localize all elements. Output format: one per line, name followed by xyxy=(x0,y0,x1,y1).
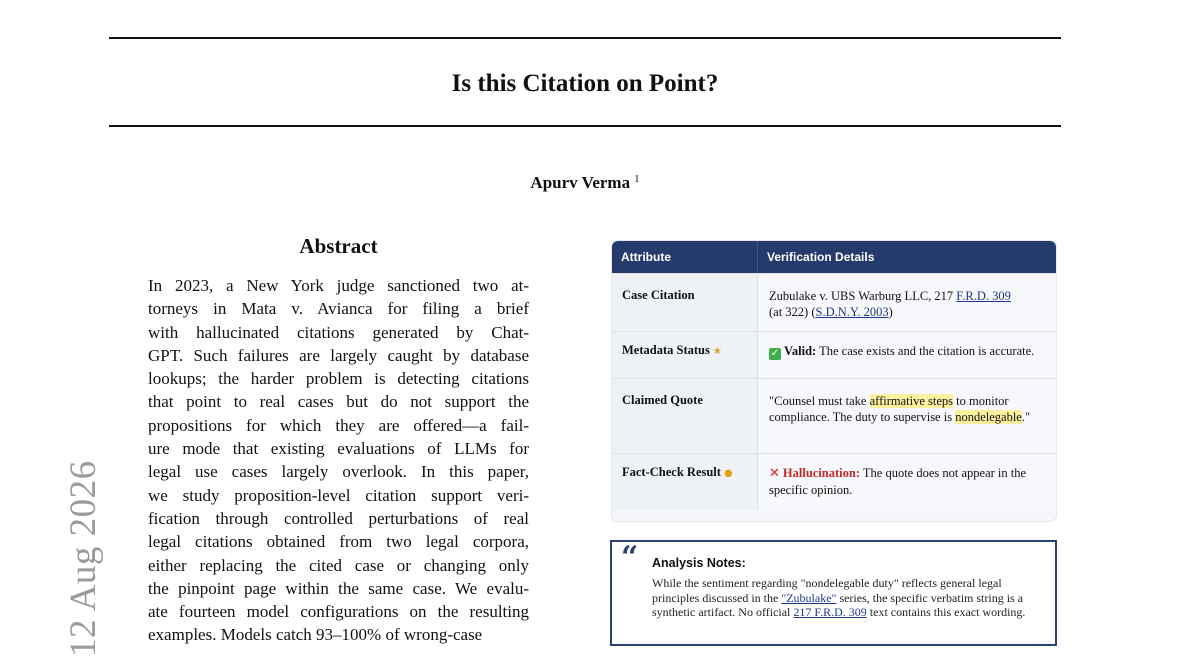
quote-icon: “ xyxy=(621,540,639,575)
title-rule-bottom xyxy=(109,125,1061,127)
abstract-line: propositions for which they are offered—a fail- xyxy=(148,415,529,435)
analysis-notes-body xyxy=(652,576,1044,620)
abstract-line: ate fourteen model configurations on the resulting xyxy=(148,602,529,622)
analysis-notes-title: Analysis Notes: xyxy=(652,556,746,570)
author-affiliation-marker: 1 xyxy=(634,173,640,185)
quote-text: to monitor compliance. The duty to supervise is xyxy=(769,394,1009,424)
trophy-icon: ★ xyxy=(712,346,722,357)
abstract-line: either replacing the cited case or changing only xyxy=(148,555,529,575)
abstract-line: GPT. Such failures are largely caught by database xyxy=(148,345,529,365)
abstract-line: we study proposition-level citation support veri- xyxy=(148,485,529,505)
abstract-line: the pinpoint page within the same case. We evalu- xyxy=(148,578,529,598)
highlighted-phrase: nondelegable xyxy=(955,410,1022,424)
abstract-line: lookups; the harder problem is detecting citations xyxy=(148,369,529,389)
header-attribute: Attribute xyxy=(612,241,758,273)
result-label: Hallucination: xyxy=(782,466,860,480)
arxiv-date-stamp: 12 Aug 2026 xyxy=(63,460,104,657)
author-line xyxy=(109,168,1061,194)
paper-title: Is this Citation on Point? xyxy=(451,70,719,97)
quote-text: ." xyxy=(1021,410,1031,424)
status-label: Valid: xyxy=(784,344,817,358)
status-text: The case exists and the citation is accurate. xyxy=(816,344,1035,358)
reporter-link[interactable]: F.R.D. 309 xyxy=(956,289,1011,303)
details-cell xyxy=(758,454,1056,510)
attribute-cell xyxy=(612,332,758,378)
result-text: The quote does not appear in the specific opinion. xyxy=(769,466,1027,497)
table-row-claimed-quote xyxy=(612,378,1056,453)
attribute-label: Metadata Status xyxy=(622,343,710,357)
abstract-heading: Abstract xyxy=(299,234,378,258)
attribute-cell xyxy=(612,454,758,510)
details-cell xyxy=(758,274,1056,331)
verification-table-figure xyxy=(612,241,1056,521)
header-verification-details: Verification Details xyxy=(767,250,875,264)
abstract-line: that point to real cases but do not support the xyxy=(148,392,529,412)
citation-text: (at 322) ( xyxy=(769,305,816,319)
check-box-icon: ✓ xyxy=(770,348,780,359)
notes-text: text contains this exact wording. xyxy=(866,605,1026,619)
notes-text: series, the specific verbatim string is a synthetic artifact. No official xyxy=(652,590,1024,619)
notes-text: While the sentiment regarding "nondelegable duty" reflects general legal principles discussed in the xyxy=(652,576,1002,605)
table-row-fact-check-result xyxy=(612,453,1056,510)
x-mark-icon: ✕ xyxy=(769,466,780,481)
abstract-line: legal use cases largely overlook. In this paper, xyxy=(148,462,529,482)
table-row-case-citation xyxy=(612,273,1056,331)
abstract-line: with hallucinated citations generated by Chat- xyxy=(148,322,529,342)
abstract-line: examples. Models catch 93–100% of wrong-case xyxy=(148,625,483,645)
attribute-cell: Claimed Quote xyxy=(612,379,758,453)
analysis-notes-box xyxy=(610,540,1057,646)
table-header-row xyxy=(612,241,1056,273)
table-row-metadata-status xyxy=(612,331,1056,378)
author-name: Apurv Verma xyxy=(530,173,631,192)
abstract-line: In 2023, a New York judge sanctioned two at- xyxy=(148,276,529,295)
abstract-line: legal citations obtained from two legal corpora, xyxy=(148,532,529,552)
abstract-line: ure mode that existing evaluations of LLMs for xyxy=(148,439,529,459)
quote-text: "Counsel must take xyxy=(769,394,870,408)
zubulake-link[interactable]: "Zubulake" xyxy=(781,590,837,605)
highlighted-phrase: affirmative steps xyxy=(869,394,954,408)
smile-icon: ● xyxy=(723,468,733,479)
title-rule-top xyxy=(109,37,1061,39)
attribute-label: Fact-Check Result xyxy=(622,465,721,479)
attribute-cell: Case Citation xyxy=(612,274,758,331)
details-cell xyxy=(758,379,1056,453)
abstract-body xyxy=(148,274,529,647)
reporter-link[interactable]: 217 F.R.D. 309 xyxy=(793,605,867,619)
abstract-line: fication through controlled perturbations of real xyxy=(148,508,529,528)
details-cell xyxy=(758,332,1056,378)
abstract-line: torneys in Mata v. Avianca for filing a brief xyxy=(148,299,529,319)
court-year-link[interactable]: S.D.N.Y. 2003 xyxy=(815,305,889,319)
citation-text: ) xyxy=(888,305,893,319)
citation-text: Zubulake v. UBS Warburg LLC, 217 xyxy=(769,289,957,303)
